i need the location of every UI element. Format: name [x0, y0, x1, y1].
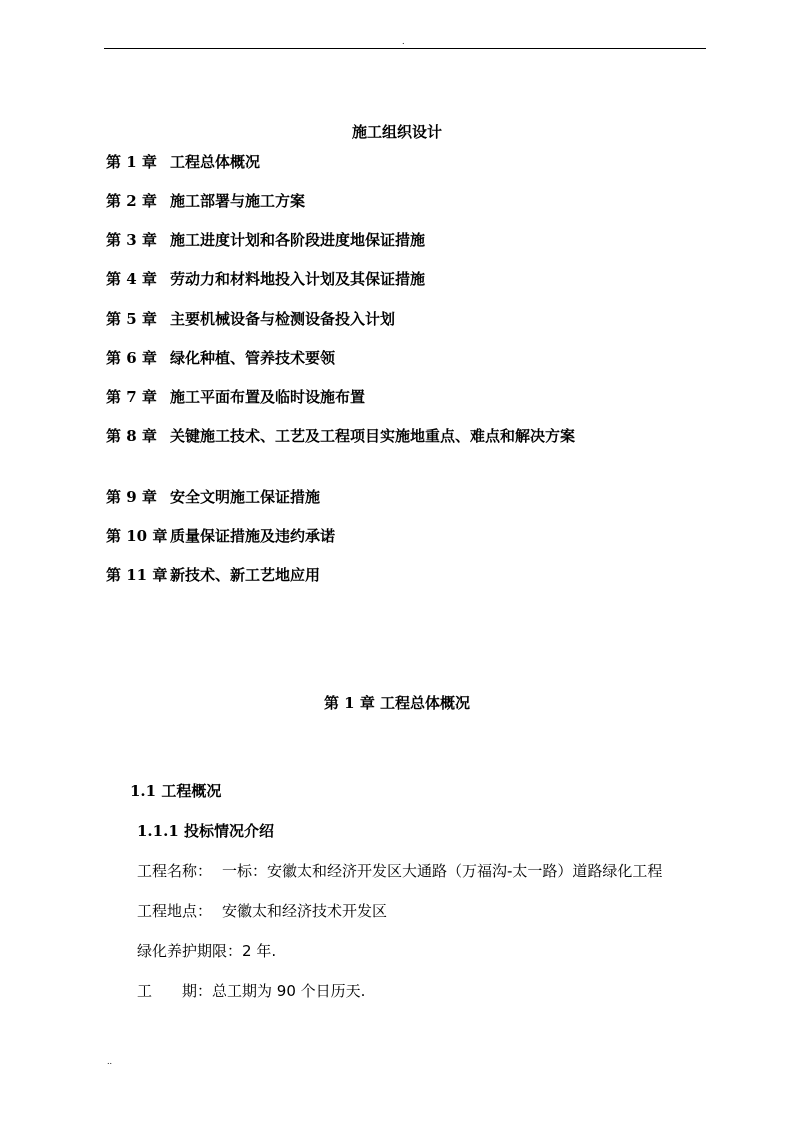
field-label: 工程地点： [137, 902, 213, 920]
toc-item[interactable] [106, 191, 305, 211]
toc-number: 第 10 章 [106, 527, 168, 545]
toc-title: 施工平面布置及临时设施布置 [170, 388, 366, 406]
toc-number: 第 1 章 [106, 153, 157, 171]
field-label: 绿化养护期限： [137, 942, 243, 960]
toc-item[interactable] [106, 230, 425, 250]
maintenance-period-line [137, 940, 276, 961]
document-title: 施工组织设计 [351, 123, 442, 141]
subsection-heading: 1.1.1 投标情况介绍 [137, 822, 274, 840]
footer-mark: .. [107, 1057, 113, 1066]
section-heading: 1.1 工程概况 [130, 782, 222, 800]
duration-line [137, 980, 365, 1001]
toc-number: 第 9 章 [106, 488, 157, 506]
chapter-heading: 第 1 章 工程总体概况 [323, 694, 471, 712]
toc-title: 绿化种植、管养技术要领 [170, 349, 336, 367]
toc-item[interactable] [106, 269, 425, 289]
toc-item[interactable] [106, 387, 365, 407]
toc-title: 新技术、新工艺地应用 [170, 566, 321, 584]
toc-title: 关键施工技术、工艺及工程项目实施地重点、难点和解决方案 [170, 427, 576, 445]
field-label: 工程名称： [137, 862, 213, 880]
toc-item[interactable] [106, 309, 395, 329]
toc-title: 施工部署与施工方案 [170, 192, 306, 210]
header-rule [104, 48, 706, 49]
toc-number: 第 6 章 [106, 349, 157, 367]
toc-item[interactable] [106, 426, 575, 446]
toc-item[interactable] [106, 152, 260, 172]
toc-title: 劳动力和材料地投入计划及其保证措施 [170, 270, 426, 288]
field-value: 一标：安徽太和经济开发区大通路（万福沟-太一路）道路绿化工程 [222, 862, 663, 880]
toc-number: 第 5 章 [106, 310, 157, 328]
project-location-line [137, 900, 387, 921]
toc-number: 第 11 章 [106, 566, 168, 584]
toc-number: 第 2 章 [106, 192, 157, 210]
toc-item[interactable] [106, 348, 335, 368]
toc-number: 第 4 章 [106, 270, 157, 288]
project-name-line [137, 860, 662, 881]
toc-title: 安全文明施工保证措施 [170, 488, 321, 506]
toc-number: 第 8 章 [106, 427, 157, 445]
field-label: 工 期： [137, 982, 213, 1000]
field-value: 安徽太和经济技术开发区 [222, 902, 388, 920]
toc-title: 施工进度计划和各阶段进度地保证措施 [170, 231, 426, 249]
toc-item[interactable] [106, 526, 335, 546]
toc-title: 工程总体概况 [170, 153, 261, 171]
field-value: 总工期为 90 个日历天. [212, 982, 366, 1000]
toc-number: 第 3 章 [106, 231, 157, 249]
toc-item[interactable] [106, 487, 320, 507]
toc-item[interactable] [106, 565, 320, 585]
toc-title: 质量保证措施及违约承诺 [170, 527, 336, 545]
toc-title: 主要机械设备与检测设备投入计划 [170, 310, 396, 328]
field-value: 2 年. [242, 942, 277, 960]
toc-number: 第 7 章 [106, 388, 157, 406]
header-mark: . [402, 37, 405, 46]
